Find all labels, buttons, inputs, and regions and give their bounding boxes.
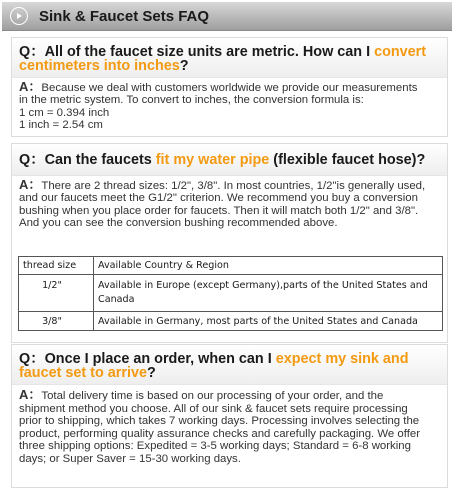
question-text: Q：Once I place an order, when can I expect my sink and faucet set to arrive? [19,351,409,381]
table-cell: 3/8" [19,312,94,331]
answer-line: shipment method you choose. All of our sink & faucet sets require processing [19,402,408,415]
answer-label: A： [19,387,42,402]
question-highlight: expect my sink and faucet set to arrive [19,351,409,381]
answer-line: three shipping options: Expedited = 3-5 working days; Standard = 6-8 working [19,440,411,453]
question-text: Q：All of the faucet size units are metric. How can I convert centimeters into inches? [19,44,427,74]
faq-item-convert-units [11,37,448,137]
answer-line: bushing when you place order for faucets. Then it will match both 1/2" and 3/8". [19,204,419,217]
table-cell: Available in Germany, most parts of the United States and Canada [94,312,443,331]
faq-header [2,2,452,31]
answer-block [12,385,447,466]
answer-line: product, performing quality assurance checks and carefully packaging. We offer [19,427,420,440]
answer-line: in the metric system. To convert to inches, the conversion formula is: [19,94,364,107]
answer-line: Total delivery time is based on our processing of your order, and the [41,390,384,402]
question-highlight: convert centimeters into inches [19,44,427,74]
answer-line: There are 2 thread sizes: 1/2", 3/8". In most countries, 1/2"is generally used, [41,180,426,192]
answer-line: 1 cm = 0.394 inch [19,106,110,119]
table-cell: Available in Europe (except Germany),parts of the United States and Canada [94,275,443,312]
column-header: thread size [19,257,94,275]
answer-line: Because we deal with customers worldwide we provide our measurements [41,82,418,94]
table-header-row [19,257,443,275]
table-row [19,275,443,312]
page-title: Sink & Faucet Sets FAQ [39,7,210,25]
question-block [12,345,447,385]
answer-line: And you can see the conversion bushing recommended above. [19,217,338,230]
faq-item-water-pipe [11,143,448,343]
play-circle-icon [10,7,28,25]
thread-size-table [18,256,443,331]
answer-block [12,78,447,132]
question-highlight: fit my water pipe [155,152,270,168]
answer-label: A： [19,79,42,94]
answer-line: prior to shipping, which takes 7 working days. Processing involves selecting the [19,415,420,428]
table-row [19,312,443,331]
answer-line: days; or Super Saver = 15-30 working days. [19,452,241,465]
faq-item-delivery-time [11,344,448,488]
answer-block [12,176,447,230]
table-cell: 1/2" [19,275,94,312]
column-header: Available Country & Region [94,257,443,275]
question-block [12,144,447,176]
answer-line: 1 inch = 2.54 cm [19,119,103,132]
answer-label: A： [19,177,42,192]
question-text: Q：Can the faucets fit my water pipe (flexible faucet hose)? [19,152,426,168]
answer-line: and our faucets meet the G1/2" criterion. We recommend you buy a conversion [19,192,418,205]
question-block [12,38,447,78]
